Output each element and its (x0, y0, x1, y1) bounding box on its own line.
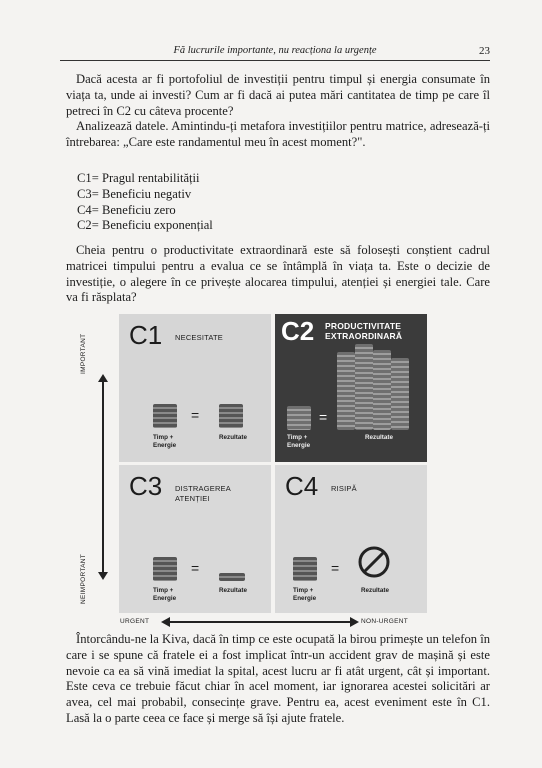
quadrant-c2 (275, 314, 427, 462)
coin-stack-icon (373, 350, 391, 430)
quadrant-c1 (119, 314, 271, 462)
right-caption: Rezultate (361, 587, 389, 594)
paragraph-2-text: Cheia pentru o productivitate extraordinară este să folosești conștient cadrul matricei timpului pentru a evalua ce se întâmplă în viața ta. Este o decizie de investiție, o alegere în ce privește alocarea timpului, atenției și energiei tale. Care va fi răsplata? (66, 243, 490, 305)
running-header (60, 44, 490, 61)
header-title: Fă lucrurile importante, nu reacționa la urgențe (173, 45, 377, 56)
quadrant-c4-label: C4 (285, 471, 319, 501)
left-caption: Timp + Energie (153, 434, 177, 449)
horizontal-double-arrow-icon (168, 621, 352, 623)
paragraph-1-b: Analizează datele. Amintindu-ți metafora investițiilor pentru matrice, adresează-ți întrebarea: „Care este randamentul meu în acest moment?". (66, 119, 490, 150)
coin-stack-icon (293, 557, 317, 581)
equals-sign: = (191, 560, 200, 576)
coin-stack-icon (153, 557, 177, 581)
left-caption: Timp + Energie (293, 587, 317, 602)
x-axis-left-label: URGENT (120, 618, 150, 625)
quadrant-c3-name-line1: DISTRAGEREA (175, 484, 231, 493)
coin-stack-icon (391, 358, 409, 430)
list-item: C2= Beneficiu exponențial (77, 218, 213, 233)
quadrant-c4 (275, 465, 427, 613)
list-item: C4= Beneficiu zero (77, 202, 176, 217)
left-caption: Timp + Energie (287, 434, 311, 449)
quadrant-c2-name-line2: EXTRAORDINARĂ (325, 331, 403, 341)
right-caption: Rezultate (219, 434, 247, 441)
equals-sign: = (191, 407, 200, 423)
x-axis-right-label: NON-URGENT (361, 618, 409, 625)
quadrant-c3-name (175, 484, 231, 504)
page-number: 23 (479, 45, 490, 57)
quadrant-c1-label: C1 (129, 320, 163, 350)
paragraph-2 (66, 243, 490, 306)
quadrant-c4-name: RISIPĂ (331, 484, 357, 493)
coin-stack-icon (219, 404, 243, 428)
quadrant-c3-label: C3 (129, 471, 163, 501)
y-axis-bottom-label: NEIMPORTANT (80, 553, 87, 604)
paragraph-1-a: Dacă acesta ar fi portofoliul de investiții pentru timpul și energia consumate în viața ta, unde ai investi? Cum ar fi dacă ai putea mări cantitatea de timp pe care îl petreci în C2 cu câteva procente? (66, 72, 490, 118)
quadrant-c2-label: C2 (281, 316, 315, 346)
quadrant-c3 (119, 465, 271, 613)
paragraph-3 (66, 632, 490, 727)
coin-stack-icon (287, 406, 311, 430)
time-matrix-figure (78, 312, 413, 630)
list-item: C1= Pragul rentabilității (77, 171, 200, 185)
coin-stack-icon (153, 404, 177, 428)
paragraph-3-text: Întorcându-ne la Kiva, dacă în timp ce este ocupată la birou primește un telefon în care i se spune că fratele ei a fost implicat într-un accident grav de mașină și este nevoie ca ea să vină imediat la spital, acest lucru ar fi atât urgent, cât și important. Este ceva ce trebuie făcut chiar în acel moment, iar ignorarea acestei solicitări ar avea, cel mai probabil, consecințe grave. Pentru ea, acest eveniment este în C1. Lasă la o parte ceea ce face și merge să își ajute fratele. (66, 632, 490, 725)
right-caption: Rezultate (365, 434, 393, 441)
no-symbol-icon (357, 545, 391, 579)
left-caption: Timp + Energie (153, 587, 177, 602)
quadrant-c1-name: NECESITATE (175, 333, 223, 342)
quadrant-c2-name-line1: PRODUCTIVITATE (325, 321, 402, 331)
vertical-double-arrow-icon (102, 380, 104, 574)
coin-stack-icon (337, 352, 355, 430)
list-item: C3= Beneficiu negativ (77, 186, 192, 201)
quadrant-c3-name-line2: ATENȚIEI (175, 494, 210, 503)
equals-sign: = (331, 560, 340, 576)
coin-stack-icon (355, 344, 373, 430)
y-axis-top-label: IMPORTANT (80, 333, 87, 374)
paragraph-1 (66, 72, 490, 151)
coin-stack-icon (219, 573, 245, 581)
quadrant-c2-name (325, 321, 402, 341)
right-caption: Rezultate (219, 587, 247, 594)
quadrant-list (77, 171, 213, 234)
equals-sign: = (319, 409, 328, 425)
